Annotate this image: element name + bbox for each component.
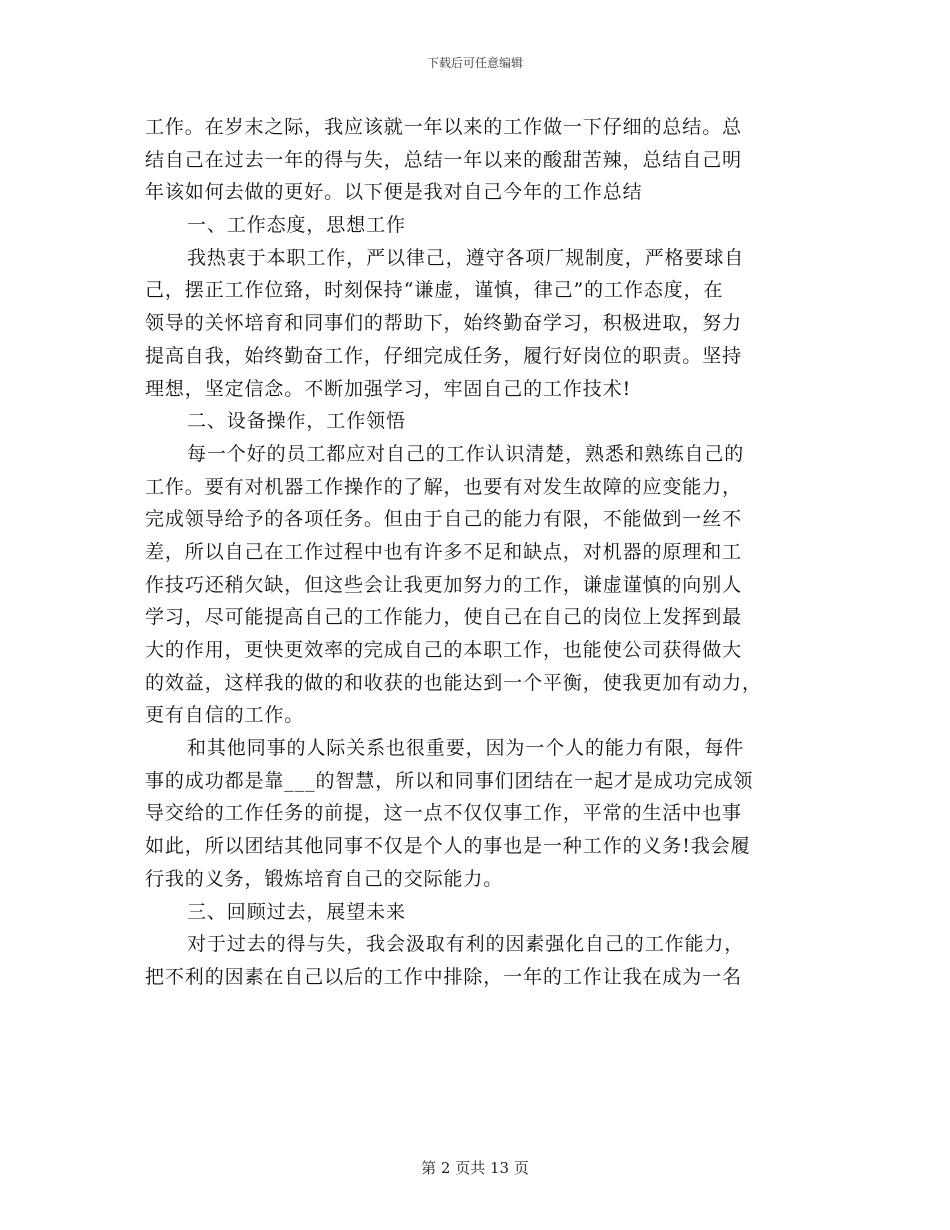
body-line-12: 工作。要有对机器工作操作的了解，也要有对发生故障的应变能力， [145, 475, 743, 498]
body-line-13: 完成领导给予的各项任务。但由于自己的能力有限，不能做到一丝不 [145, 508, 743, 531]
body-line-26: 对于过去的得与失，我会汲取有利的因素强化自己的工作能力， [187, 933, 745, 956]
body-line-9: 理想，坚定信念。不断加强学习，牢固自己的工作技术! [145, 377, 632, 400]
body-line-19: 更有自信的工作。 [145, 704, 305, 727]
body-line-8: 提高自我，始终勤奋工作，仔细完成任务，履行好岗位的职责。坚持 [145, 344, 743, 367]
body-line-7: 领导的关怀培育和同事们的帮助下，始终勤奋学习，积极进取，努力 [145, 312, 743, 335]
body-line-16: 学习，尽可能提高自己的工作能力，使自己在自己的岗位上发挥到最 [145, 606, 743, 629]
body-line-6: 己，摆正工作位臵，时刻保持“谦虚，谨慎，律己”的工作态度，在 [145, 279, 724, 302]
body-line-15: 作技巧还稍欠缺，但这些会让我更加努力的工作，谦虚谨慎的向别人 [145, 573, 743, 596]
body-line-24: 行我的义务，锻炼培育自己的交际能力。 [145, 867, 504, 890]
body-line-14: 差，所以自己在工作过程中也有许多不足和缺点，对机器的原理和工 [145, 540, 743, 563]
document-body [145, 111, 807, 994]
page-footer: 第 2 页共 13 页 [421, 1159, 529, 1177]
section-heading-1: 一、工作态度，思想工作 [187, 214, 406, 237]
body-line-18: 的效益，这样我的做的和收获的也能达到一个平衡，使我更加有动力， [145, 671, 762, 694]
body-line-17: 大的作用，更快更效率的完成自己的本职工作，也能使公司获得做大 [145, 639, 743, 661]
body-line-21: 事的成功都是靠___的智慧，所以和同事们团结在一起才是成功完成领 [145, 769, 754, 792]
section-heading-2: 二、设备操作，工作领悟 [187, 410, 406, 433]
body-line-11: 每一个好的员工都应对自己的工作认识清楚，熟悉和熟练自己的 [187, 442, 745, 465]
body-line-23: 如此，所以团结其他同事不仅是个人的事也是一种工作的义务!我会履 [145, 835, 751, 858]
body-line-3: 年该如何去做的更好。以下便是我对自己今年的工作总结 [145, 181, 643, 204]
body-line-27: 把不利的因素在自己以后的工作中排除，一年的工作让我在成为一名 [145, 965, 743, 988]
page-header: 下载后可任意编辑 [426, 56, 523, 70]
body-line-1: 工作。在岁末之际，我应该就一年以来的工作做一下仔细的总结。总 [145, 116, 743, 138]
body-line-5: 我热衷于本职工作，严以律己，遵守各项厂规制度，严格要球自 [187, 246, 745, 269]
section-heading-3: 三、回顾过去，展望未来 [187, 900, 406, 923]
body-line-20: 和其他同事的人际关系也很重要，因为一个人的能力有限，每件 [187, 737, 745, 760]
body-line-2: 结自己在过去一年的得与失，总结一年以来的酸甜苦辣，总结自己明 [145, 148, 743, 171]
body-line-22: 导交给的工作任务的前提，这一点不仅仅事工作，平常的生活中也事 [145, 802, 743, 825]
